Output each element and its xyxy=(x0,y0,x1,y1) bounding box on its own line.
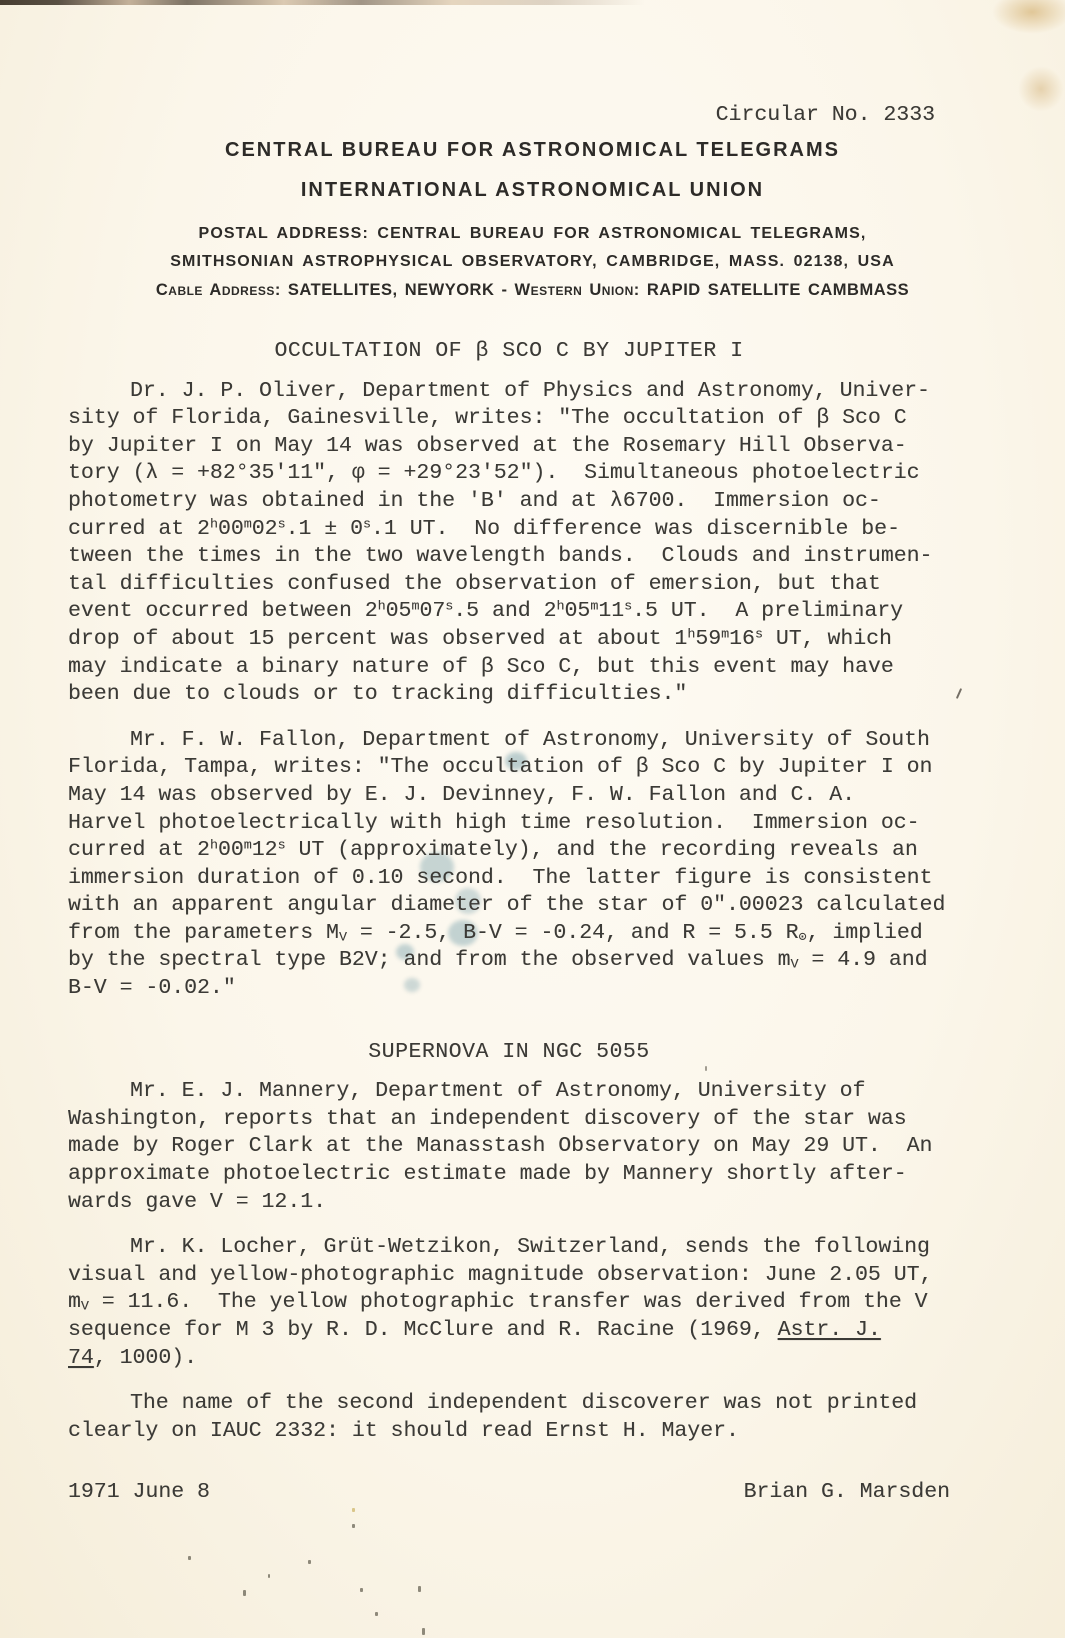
scan-speckle xyxy=(243,1590,246,1596)
document-body xyxy=(68,338,950,1507)
organization-parent: INTERNATIONAL ASTRONOMICAL UNION xyxy=(300,179,765,201)
organization-name: CENTRAL BUREAU FOR ASTRONOMICAL TELEGRAMS xyxy=(225,139,840,161)
circular-number: Circular No. 2333 xyxy=(715,103,935,127)
paragraph: Dr. J. P. Oliver, Department of Physics and Astronomy, Univer- sity of Florida, Gainesville, writes: "The occultation of β Sco C by Jupiter I on May 14 was observed at the Rosemary Hill Observa- tory (λ = +82°35'11", φ = +29°23'52"). Simultaneous photoelectric photometry was obtained in the 'B' and at λ6700. Immersion oc- curred at $2^h00^m02^s.1 \pm 0^s.1$ UT. No difference was discernible be- tween the times in the two wavelength bands. Clouds and instrumen- tal difficulties confused the observation of emersion, but that event occurred between 2$^h$05$^m$07$^s$.5 and 2$^h$05$^m$11$^s$.5 UT. A preliminary drop of about 15 percent was observed at about 1$^h$59$^m$16$^s$ UT, which may indicate a binary nature of β Sco C, but this event may have been due to clouds or to tracking difficulties." xyxy=(68,378,933,707)
section-title: SUPERNOVA IN NGC 5055 xyxy=(368,1039,650,1064)
postal-address-line-1: POSTAL ADDRESS: CENTRAL BUREAU FOR ASTRONOMICAL TELEGRAMS, xyxy=(198,225,867,242)
scan-speckle xyxy=(188,1556,191,1560)
postal-address-line-2: SMITHSONIAN ASTROPHYSICAL OBSERVATORY, CAMBRIDGE, MASS. 02138, USA xyxy=(170,253,895,270)
section-occultation xyxy=(68,338,950,1003)
paragraph: Mr. E. J. Mannery, Department of Astronomy, University of Washington, reports that an independent discovery of the star was made by Roger Clark at the Manasstash Observatory on May 29 UT. An approximate photoelectric estimate made by Mannery shortly after- wards gave V = 12.1. xyxy=(68,1079,933,1214)
signature: Brian G. Marsden xyxy=(743,1480,950,1505)
scan-speckle xyxy=(418,1586,421,1592)
scan-speckle xyxy=(360,1588,363,1592)
scan-speckle xyxy=(352,1524,355,1528)
scan-speckle xyxy=(268,1574,270,1578)
paragraph: Mr. K. Locher, Grüt-Wetzikon, Switzerland, sends the following visual and yellow-photographic magnitude observation: June 2.05 UT, $m_V = 11.6$. The yellow photographic transfer was derived from the V sequence for M 3 by R. D. McClure and R. Racine (1969, Astr. J. 74, 1000). xyxy=(68,1235,933,1370)
stray-pen-mark xyxy=(956,688,962,699)
paper-stain xyxy=(992,0,1065,34)
section-title: OCCULTATION OF β SCO C BY JUPITER I xyxy=(274,339,744,363)
letterhead xyxy=(0,138,1065,301)
scan-edge-strip xyxy=(0,0,645,5)
scan-speckle xyxy=(422,1628,425,1635)
cable-address-line: Cable Address: SATELLITES, NEWYORK - Western Union: RAPID SATELLITE CAMBMASS xyxy=(155,281,910,299)
paper-stain xyxy=(1018,66,1064,112)
scan-speckle xyxy=(352,1508,355,1512)
paragraph: Mr. F. W. Fallon, Department of Astronomy, University of South Florida, Tampa, writes: "The occultation of β Sco C by Jupiter I on May 14 was observed by E. J. Devinney, F. W. Fallon and C. A. Harvel photoelectrically with high time resolution. Immersion oc- curred at 2$^h$00$^m$12$^s$ UT (approximately), and the recording reveals an immersion duration of 0.10 second. The latter figure is consistent with an apparent angular diameter of the star of 0″.00023 calculated from the parameters $M_V = -2.5$, B-V = -0.24, and R = 5.5 $R_⊙$, implied by the spectral type B2V; and from the observed values $m_V = 4.9$ and B-V = -0.02." xyxy=(68,727,946,1001)
issue-date: 1971 June 8 xyxy=(68,1480,210,1505)
scan-speckle xyxy=(375,1612,378,1616)
paragraph: The name of the second independent discoverer was not printed clearly on IAUC 2332: it should read Ernst H. Mayer. xyxy=(68,1391,918,1443)
section-supernova xyxy=(68,1039,950,1446)
document-footer xyxy=(68,1479,950,1507)
scan-speckle xyxy=(308,1560,311,1564)
